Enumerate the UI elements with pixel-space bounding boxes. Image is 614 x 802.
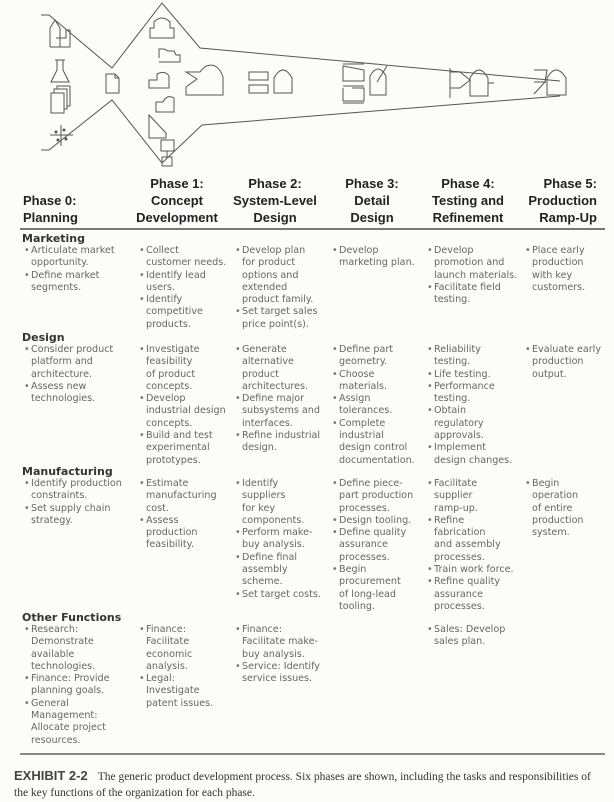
task-item: • Choose materials.: [332, 369, 415, 394]
task-item: • Estimate manufacturing cost.: [139, 478, 217, 515]
task-item: • Generate alternative product architectures.: [235, 344, 320, 393]
phase-5-tasks: [525, 478, 584, 539]
phase-5-header: Phase 5: Production Ramp-Up: [528, 176, 597, 225]
task-item: • Define final assembly scheme.: [235, 552, 321, 589]
section-title: Manufacturing: [22, 465, 113, 478]
phase-1-tasks: [139, 478, 217, 552]
task-item: • Performance testing.: [427, 381, 512, 406]
documents-stack-icon: [51, 86, 70, 113]
task-item: • Build and test experimental prototypes.: [139, 430, 226, 467]
section-title: Design: [22, 331, 65, 344]
task-item: • Refine quality assurance processes.: [427, 576, 514, 613]
task-item: • Train work force.: [427, 564, 514, 576]
phase-4-tasks: [427, 344, 512, 467]
footer-divider: [20, 753, 605, 755]
flask-icon: [51, 60, 69, 82]
section-title: Other Functions: [22, 611, 122, 624]
concept-shape-icon: [186, 65, 223, 95]
task-item: • Identify lead users.: [139, 270, 226, 295]
task-item: • Sales: Develop sales plan.: [427, 624, 505, 649]
phase-0-tasks: [24, 245, 115, 294]
phase-2-tasks: [235, 478, 321, 601]
section-title: Marketing: [22, 232, 86, 245]
task-item: • Define market segments.: [24, 270, 115, 295]
task-item: • Legal: Investigate patent issues.: [139, 673, 213, 710]
phase-0-tasks: [24, 344, 113, 405]
task-item: • Facilitate supplier ramp-up.: [427, 478, 514, 515]
task-item: • Develop industrial design concepts.: [139, 393, 226, 430]
exhibit-caption: [14, 768, 604, 801]
phase-1-tasks: [139, 245, 226, 331]
production-icon: [534, 70, 566, 95]
exhibit-number: EXHIBIT 2-2: [14, 768, 88, 783]
task-item: • Consider product platform and architecture.: [24, 344, 113, 381]
task-item: • Define major subsystems and interfaces.: [235, 393, 320, 430]
phase-3-header: Phase 3: Detail Design: [345, 176, 399, 225]
task-item: • Identify suppliers for key components.: [235, 478, 321, 527]
phase-1-header: Phase 1: Concept Development: [136, 176, 218, 225]
phase-2-tasks: [235, 344, 320, 455]
task-item: • Evaluate early production output.: [525, 344, 601, 381]
phase-1-tasks: [139, 344, 226, 467]
task-item: • Place early production with key customers.: [525, 245, 585, 294]
phase-3-tasks: [332, 245, 415, 270]
task-item: • Set target sales price point(s).: [235, 306, 317, 331]
task-item: • Refine industrial design.: [235, 430, 320, 455]
phase-2-tasks: [235, 245, 317, 331]
phase-5-tasks: [525, 245, 585, 294]
task-item: • Identify production constraints.: [24, 478, 122, 503]
phase-0-header: Phase 0: Planning: [23, 193, 78, 225]
task-item: • Assess new technologies.: [24, 381, 113, 406]
task-item: • Identify competitive products.: [139, 294, 226, 331]
task-item: • Define quality assurance processes.: [332, 527, 413, 564]
phase-2-header: Phase 2: System-Level Design: [233, 176, 317, 225]
task-item: • Articulate market opportunity.: [24, 245, 115, 270]
task-item: • Set target costs.: [235, 589, 321, 601]
task-item: • Develop plan for product options and extended product family.: [235, 245, 317, 306]
task-item: • Develop promotion and launch materials.: [427, 245, 517, 282]
task-item: • Service: Identify service issues.: [235, 661, 320, 686]
phase-1-tasks: [139, 624, 213, 710]
phase-4-tasks: [427, 245, 517, 306]
caption-text: The generic product development process. Six phases are shown, including the tasks and responsibilities of the key functions of the organization for each phase.: [14, 771, 591, 799]
phase-5-tasks: [525, 344, 601, 381]
task-item: • Obtain regulatory approvals.: [427, 405, 512, 442]
phase-2-tasks: [235, 624, 320, 685]
phase-4-header: Phase 4: Testing and Refinement: [432, 176, 504, 225]
system-level-icon: [249, 70, 292, 93]
phase-4-tasks: [427, 624, 505, 649]
task-item: • Finance: Facilitate economic analysis.: [139, 624, 213, 673]
task-item: • Assess production feasibility.: [139, 515, 217, 552]
task-item: • Collect customer needs.: [139, 245, 226, 270]
task-item: • Finance: Facilitate make- buy analysis.: [235, 624, 320, 661]
task-item: • Life testing.: [427, 369, 512, 381]
concept-sketch-icons: [149, 18, 180, 166]
phase-4-tasks: [427, 478, 514, 613]
task-item: • Complete industrial design control documentation.: [332, 418, 415, 467]
task-item: • Refine fabrication and assembly processes.: [427, 515, 514, 564]
phase-3-tasks: [332, 478, 413, 613]
task-item: • Set supply chain strategy.: [24, 503, 122, 528]
document-icon: [106, 74, 119, 93]
task-item: • Implement design changes.: [427, 442, 512, 467]
task-item: • Assign tolerances.: [332, 393, 415, 418]
detail-design-icon: [343, 64, 387, 103]
phase-0-tasks: [24, 624, 110, 747]
task-item: • Reliability testing.: [427, 344, 512, 369]
task-item: • Investigate feasibility of product concepts.: [139, 344, 226, 393]
phase-0-tasks: [24, 478, 122, 527]
task-item: • Research: Demonstrate available technologies.: [24, 624, 110, 673]
task-item: • Begin procurement of long-lead tooling.: [332, 564, 413, 613]
phase-3-tasks: [332, 344, 415, 467]
task-item: • Facilitate field testing.: [427, 282, 517, 307]
header-divider: [20, 228, 605, 230]
task-item: • Design tooling.: [332, 515, 413, 527]
scatter-plot-icon: [50, 125, 73, 146]
task-item: • Begin operation of entire production system.: [525, 478, 584, 539]
task-item: • Define part geometry.: [332, 344, 415, 369]
task-item: • Perform make- buy analysis.: [235, 527, 321, 552]
task-item: • Finance: Provide planning goals.: [24, 673, 110, 698]
process-funnel-diagram: [0, 0, 614, 170]
task-item: • Develop marketing plan.: [332, 245, 415, 270]
task-item: • Define piece- part production processes.: [332, 478, 413, 515]
task-item: • General Management: Allocate project resources.: [24, 698, 110, 747]
